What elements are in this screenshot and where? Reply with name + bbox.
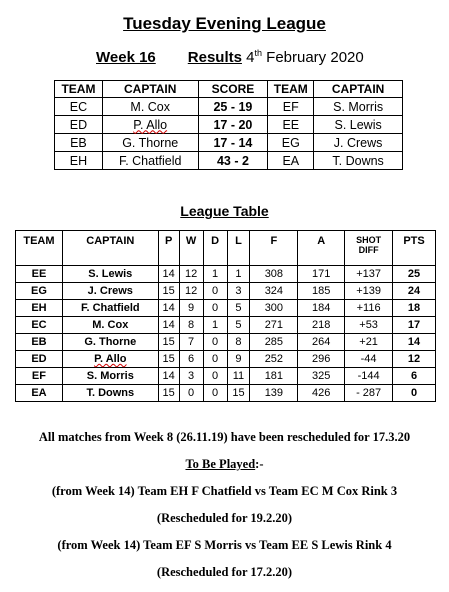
- league-won: 9: [179, 300, 203, 317]
- results-header-score: SCORE: [198, 81, 268, 98]
- league-lost: 11: [227, 368, 250, 385]
- results-header-row: [55, 81, 403, 98]
- league-team: EG: [16, 283, 63, 300]
- league-team: EB: [16, 334, 63, 351]
- home-team: ED: [55, 116, 103, 134]
- results-row: [55, 134, 403, 152]
- league-points: 18: [393, 300, 436, 317]
- league-for: 285: [250, 334, 298, 351]
- league-row: [16, 283, 436, 300]
- league-header-won: W: [179, 231, 203, 266]
- rescheduled-notice: All matches from Week 8 (26.11.19) have been rescheduled for 17.3.20: [38, 430, 411, 444]
- away-captain: T. Downs: [314, 152, 403, 170]
- league-shot-diff: +116: [345, 300, 393, 317]
- league-points: 17: [393, 317, 436, 334]
- league-row: [16, 334, 436, 351]
- away-team: EF: [268, 98, 314, 116]
- league-against: 171: [298, 266, 345, 283]
- results-header-captain: CAPTAIN: [102, 81, 198, 98]
- league-lost: 5: [227, 300, 250, 317]
- league-played: 14: [158, 317, 179, 334]
- league-played: 15: [158, 351, 179, 368]
- league-against: 426: [298, 385, 345, 402]
- match-score: 43 - 2: [198, 152, 268, 170]
- league-header-points: PTS: [393, 231, 436, 266]
- league-played: 15: [158, 334, 179, 351]
- league-lost: 1: [227, 266, 250, 283]
- league-captain: M. Cox: [62, 317, 158, 334]
- league-lost: 5: [227, 317, 250, 334]
- league-against: 218: [298, 317, 345, 334]
- league-header-lost: L: [227, 231, 250, 266]
- league-points: 14: [393, 334, 436, 351]
- league-team: EC: [16, 317, 63, 334]
- results-date: 4th February 2020: [246, 48, 364, 66]
- home-captain: P. Allo: [102, 116, 198, 134]
- results-subheading: [96, 48, 364, 66]
- league-for: 252: [250, 351, 298, 368]
- league-lost: 8: [227, 334, 250, 351]
- league-row: [16, 300, 436, 317]
- league-team: EE: [16, 266, 63, 283]
- pending-match-2: (from Week 14) Team EF S Morris vs Team EE S Lewis Rink 4: [57, 538, 392, 552]
- league-won: 12: [179, 266, 203, 283]
- league-against: 185: [298, 283, 345, 300]
- league-header-team: TEAM: [16, 231, 63, 266]
- league-for: 324: [250, 283, 298, 300]
- results-table: [54, 80, 403, 170]
- league-for: 139: [250, 385, 298, 402]
- home-captain: G. Thorne: [102, 134, 198, 152]
- home-team: EC: [55, 98, 103, 116]
- away-captain: J. Crews: [314, 134, 403, 152]
- league-header-for: F: [250, 231, 298, 266]
- league-row: [16, 385, 436, 402]
- league-against: 184: [298, 300, 345, 317]
- league-played: 14: [158, 300, 179, 317]
- league-for: 271: [250, 317, 298, 334]
- league-played: 15: [158, 385, 179, 402]
- league-header-drawn: D: [203, 231, 227, 266]
- league-row: [16, 368, 436, 385]
- league-shot-diff: +139: [345, 283, 393, 300]
- league-drawn: 0: [203, 283, 227, 300]
- league-won: 0: [179, 385, 203, 402]
- league-lost: 15: [227, 385, 250, 402]
- league-header-row: [16, 231, 436, 266]
- league-shot-diff: - 287: [345, 385, 393, 402]
- to-be-played-heading: To Be Played:-: [185, 457, 264, 471]
- league-points: 6: [393, 368, 436, 385]
- league-against: 296: [298, 351, 345, 368]
- league-captain: F. Chatfield: [62, 300, 158, 317]
- home-captain: F. Chatfield: [102, 152, 198, 170]
- league-drawn: 0: [203, 334, 227, 351]
- results-row: [55, 152, 403, 170]
- league-played: 14: [158, 266, 179, 283]
- league-points: 12: [393, 351, 436, 368]
- pending-match-1-date: (Rescheduled for 19.2.20): [156, 511, 293, 525]
- league-row: [16, 266, 436, 283]
- league-for: 308: [250, 266, 298, 283]
- away-captain: S. Lewis: [314, 116, 403, 134]
- league-for: 181: [250, 368, 298, 385]
- league-drawn: 1: [203, 317, 227, 334]
- match-score: 17 - 20: [198, 116, 268, 134]
- match-score: 25 - 19: [198, 98, 268, 116]
- league-won: 7: [179, 334, 203, 351]
- away-team: EA: [268, 152, 314, 170]
- league-for: 300: [250, 300, 298, 317]
- league-captain: T. Downs: [62, 385, 158, 402]
- league-shot-diff: -144: [345, 368, 393, 385]
- league-points: 0: [393, 385, 436, 402]
- results-header-captain2: CAPTAIN: [314, 81, 403, 98]
- league-table-title: League Table: [180, 203, 269, 219]
- home-team: EH: [55, 152, 103, 170]
- league-against: 325: [298, 368, 345, 385]
- results-row: [55, 98, 403, 116]
- league-captain: P. Allo: [62, 351, 158, 368]
- league-lost: 3: [227, 283, 250, 300]
- league-lost: 9: [227, 351, 250, 368]
- away-team: EE: [268, 116, 314, 134]
- results-label: Results: [187, 49, 242, 66]
- away-captain: S. Morris: [314, 98, 403, 116]
- league-won: 6: [179, 351, 203, 368]
- results-header-team: TEAM: [55, 81, 103, 98]
- league-row: [16, 317, 436, 334]
- league-points: 24: [393, 283, 436, 300]
- league-shot-diff: -44: [345, 351, 393, 368]
- league-played: 15: [158, 283, 179, 300]
- league-header-played: P: [158, 231, 179, 266]
- league-captain: S. Lewis: [62, 266, 158, 283]
- league-won: 12: [179, 283, 203, 300]
- league-team: EH: [16, 300, 63, 317]
- league-won: 3: [179, 368, 203, 385]
- home-team: EB: [55, 134, 103, 152]
- pending-match-1: (from Week 14) Team EH F Chatfield vs Team EC M Cox Rink 3: [51, 484, 398, 498]
- league-shot-diff: +21: [345, 334, 393, 351]
- league-team: EF: [16, 368, 63, 385]
- results-header-team2: TEAM: [268, 81, 314, 98]
- league-drawn: 0: [203, 300, 227, 317]
- league-table: [15, 230, 436, 402]
- league-header-against: A: [298, 231, 345, 266]
- league-points: 25: [393, 266, 436, 283]
- league-against: 264: [298, 334, 345, 351]
- league-drawn: 0: [203, 351, 227, 368]
- league-header-captain: CAPTAIN: [62, 231, 158, 266]
- league-played: 14: [158, 368, 179, 385]
- week-label: Week 16: [96, 49, 156, 66]
- page-title: Tuesday Evening League: [123, 14, 326, 33]
- league-team: ED: [16, 351, 63, 368]
- league-shot-diff: +53: [345, 317, 393, 334]
- match-score: 17 - 14: [198, 134, 268, 152]
- league-drawn: 0: [203, 368, 227, 385]
- league-shot-diff: +137: [345, 266, 393, 283]
- league-drawn: 1: [203, 266, 227, 283]
- league-won: 8: [179, 317, 203, 334]
- league-team: EA: [16, 385, 63, 402]
- home-captain: M. Cox: [102, 98, 198, 116]
- league-captain: J. Crews: [62, 283, 158, 300]
- league-header-shot-diff: SHOT DIFF: [345, 231, 393, 266]
- league-row: [16, 351, 436, 368]
- league-captain: G. Thorne: [62, 334, 158, 351]
- league-captain: S. Morris: [62, 368, 158, 385]
- pending-match-2-date: (Rescheduled for 17.2.20): [156, 565, 293, 579]
- away-team: EG: [268, 134, 314, 152]
- results-row: [55, 116, 403, 134]
- league-drawn: 0: [203, 385, 227, 402]
